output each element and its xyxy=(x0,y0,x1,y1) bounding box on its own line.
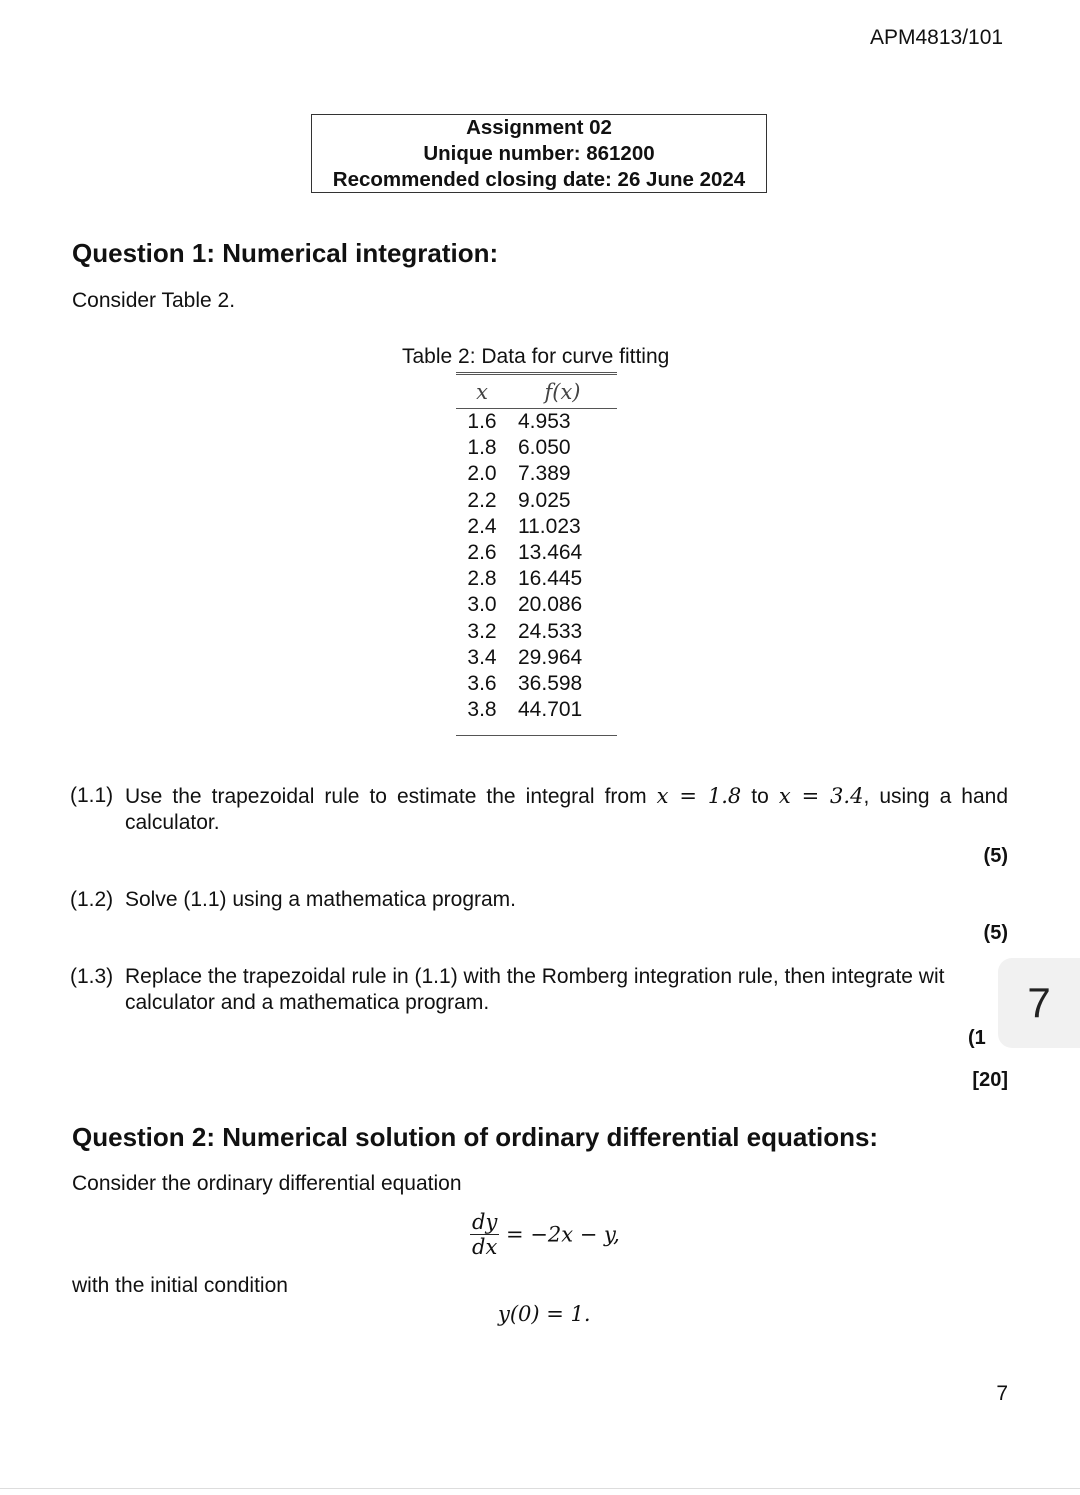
unique-number: Unique number: 861200 xyxy=(423,142,655,165)
initial-condition-equation: y(0) = 1. xyxy=(498,1302,591,1326)
table-row xyxy=(456,461,617,487)
question1-intro: Consider Table 2. xyxy=(72,289,236,312)
item-number: (1.1) xyxy=(70,784,114,807)
assignment-info-box xyxy=(311,114,767,193)
fraction-denominator: dx xyxy=(472,1235,498,1259)
question-item-1-1 xyxy=(70,783,1008,836)
item-text: to xyxy=(751,785,769,808)
cell-fx: 6.050 xyxy=(518,436,571,460)
equation-rhs: = −2x − y, xyxy=(506,1222,620,1247)
table-row xyxy=(456,566,617,592)
item-text-line2: calculator and a mathematica program. xyxy=(125,991,490,1014)
initial-condition-text: with the initial condition xyxy=(72,1274,288,1297)
cell-fx: 13.464 xyxy=(518,541,583,565)
cell-fx: 4.953 xyxy=(518,410,571,434)
table-row xyxy=(456,619,617,645)
question-item-1-2 xyxy=(70,887,1008,913)
differential-equation xyxy=(470,1210,620,1259)
cell-x: 2.4 xyxy=(467,514,497,538)
cell-x: 2.8 xyxy=(467,567,497,591)
cell-x: 3.2 xyxy=(467,619,497,643)
cell-fx: 7.389 xyxy=(518,462,571,486)
derivative-fraction xyxy=(470,1210,499,1259)
table-row xyxy=(456,409,617,436)
fraction-numerator: dy xyxy=(472,1210,498,1234)
table-row xyxy=(456,592,617,618)
cell-fx: 11.023 xyxy=(518,514,581,538)
question-item-1-3 xyxy=(70,964,1078,1016)
cell-x: 3.6 xyxy=(467,671,497,695)
item-text: Solve (1.1) using a mathematica program. xyxy=(125,888,517,911)
cell-fx: 44.701 xyxy=(518,698,583,722)
table-row xyxy=(456,540,617,566)
question1-total-marks: [20] xyxy=(972,1069,1008,1091)
cell-fx: 9.025 xyxy=(518,488,571,512)
cell-x: 1.6 xyxy=(467,410,497,434)
cell-x: 3.8 xyxy=(467,698,497,722)
item-text: Use the trapezoidal rule to estimate the integral from xyxy=(125,785,647,808)
page-bottom-divider xyxy=(0,1488,1080,1489)
column-header-fx: f(x) xyxy=(508,374,617,409)
marks-1-2: (5) xyxy=(983,922,1008,944)
table-row xyxy=(456,514,617,540)
document-code: APM4813/101 xyxy=(870,26,1004,49)
cell-fx: 29.964 xyxy=(518,645,583,669)
cell-fx: 24.533 xyxy=(518,619,583,643)
assignment-title: Assignment 02 xyxy=(466,116,612,139)
question1-heading: Question 1: Numerical integration: xyxy=(72,238,499,268)
table-row xyxy=(456,488,617,514)
question2-heading: Question 2: Numerical solution of ordinary differential equations: xyxy=(72,1122,879,1152)
marks-1-3: (1 xyxy=(968,1027,986,1049)
cell-x: 1.8 xyxy=(467,436,497,460)
cell-x: 2.0 xyxy=(467,462,497,486)
cell-fx: 20.086 xyxy=(518,593,583,617)
data-table xyxy=(456,372,617,723)
table-row xyxy=(456,645,617,671)
item-number: (1.2) xyxy=(70,888,114,911)
item-text: , using a hand calculator. xyxy=(125,785,1009,834)
question2-intro: Consider the ordinary differential equation xyxy=(72,1172,462,1195)
math-expression: x = 3.4 xyxy=(778,784,864,808)
item-text: Replace the trapezoidal rule in (1.1) with the Romberg integration rule, then integrate wit xyxy=(125,965,945,988)
page-indicator-tab[interactable]: 7 xyxy=(998,958,1080,1048)
column-header-x: x xyxy=(456,374,508,409)
math-expression: x = 1.8 xyxy=(656,784,742,808)
cell-x: 3.0 xyxy=(467,593,497,617)
closing-date: Recommended closing date: 26 June 2024 xyxy=(332,168,746,191)
table-row xyxy=(456,697,617,723)
cell-x: 3.4 xyxy=(467,645,497,669)
cell-x: 2.2 xyxy=(467,488,497,512)
table-row xyxy=(456,671,617,697)
marks-1-1: (5) xyxy=(983,845,1008,867)
cell-fx: 36.598 xyxy=(518,671,583,695)
item-number: (1.3) xyxy=(70,965,114,988)
table-bottom-rule xyxy=(456,735,617,736)
table-row xyxy=(456,435,617,461)
page-number: 7 xyxy=(996,1382,1008,1405)
cell-fx: 16.445 xyxy=(518,567,583,591)
table-caption: Table 2: Data for curve fitting xyxy=(402,345,670,368)
cell-x: 2.6 xyxy=(467,541,497,565)
